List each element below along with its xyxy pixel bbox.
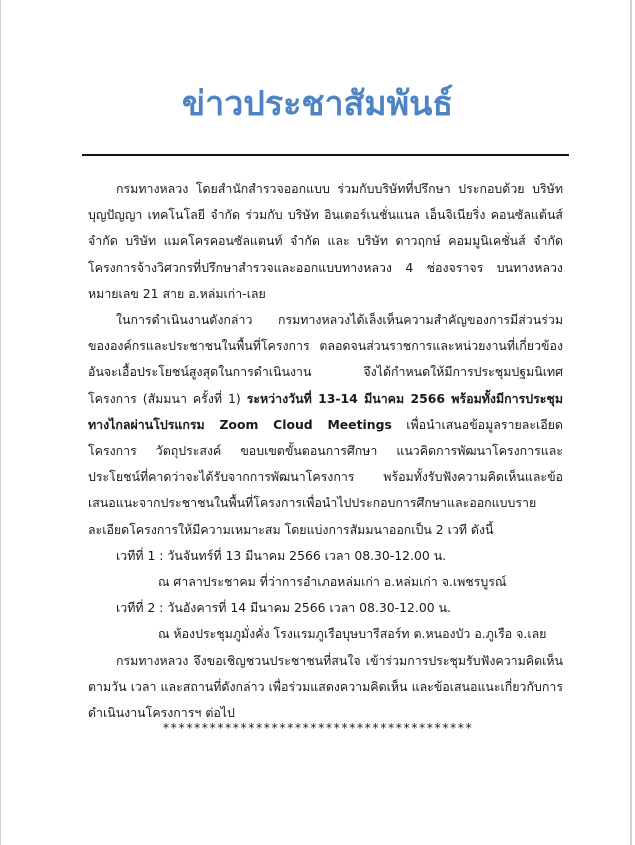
end-marker: **************************************** bbox=[162, 720, 473, 735]
paragraph-closing: กรมทางหลวง จึงขอเชิญชวนประชาชนที่สนใจ เข้าร่วมการประชุมรับฟังความคิดเห็น ตามวัน เวลา และสถานที่ดังกล่าว เพื่อร่วมแสดงความคิดเห็น และข้อเสนอแนะเกี่ยวกับการดำเนินงานโครงการฯ ต่อไป bbox=[88, 652, 563, 721]
paragraph-details-text-2: เพื่อนำเสนอข้อมูลรายละเอียดโครงการ วัตถุประสงค์ ขอบเขตขั้นตอนการศึกษา แนวคิดการพัฒนาโครงการและประโยชน์ที่คาดว่าจะได้รับจากการพัฒนาโครงการ พร้อมทั้งรับฟังความคิดเห็นและข้อเสนอแนะจากประชาชนในพื้นที่โครงการเพื่อนำไปประกอบการศึกษาและออกแบบรายละเอียดโครงการให้มีความเหมาะสม โดยแบ่งการสัมมนาออกเป็น 2 เวที ดังนี้ bbox=[88, 416, 563, 537]
paragraph-details-bold: ระหว่างวันที่ 13-14 มีนาคม 2566 พร้อมทั้งมีการประชุมทางไกลผ่านโปรแกรม Zoom Cloud Meetings bbox=[88, 390, 563, 432]
paragraph-details bbox=[88, 307, 563, 543]
paragraph-details-text-1: ในการดำเนินงานดังกล่าว กรมทางหลวงได้เล็งเห็นความสำคัญของการมีส่วนร่วมขององค์กรและประชาชนในพื้นที่โครงการ ตลอดจนส่วนราชการและหน่วยงานที่เกี่ยวข้องอันจะเอื้อประโยชน์สูงสุดในการดำเนินงาน จึงได้กำหนดให้มีการประชุมปฐมนิเทศโครงการ (สัมมนา ครั้งที่ 1) bbox=[88, 312, 563, 406]
document-body bbox=[88, 176, 563, 726]
session-1-place: ณ ศาลาประชาคม ที่ว่าการอำเภอหล่มเก่า อ.หล่มเก่า จ.เพชรบูรณ์ bbox=[158, 574, 507, 590]
paragraph-intro: กรมทางหลวง โดยสำนักสำรวจออกแบบ ร่วมกับบริษัทที่ปรึกษา ประกอบด้วย บริษัท บุญปัญญา เทคโนโลยี จำกัด ร่วมกับ บริษัท อินเตอร์เนชั่นแนล เอ็นจิเนียริ่ง คอนซัลแต้นส์ จำกัด บริษัท แมคโครคอนซัลแตนท์ จำกัด และ บริษัท ดาวฤกษ์ คอมมูนิเคชั่นส์ จำกัด โครงการจ้างวิศวกรที่ปรึกษาสำรวจและออกแบบทางหลวง 4 ช่องจราจร บนทางหลวงหมายเลข 21 สาย อ.หล่มเก่า-เลย bbox=[88, 181, 563, 301]
session-1-time: เวทีที่ 1 : วันจันทร์ที่ 13 มีนาคม 2566 เวลา 08.30-12.00 น. bbox=[116, 547, 447, 563]
document-title: ข่าวประชาสัมพันธ์ bbox=[181, 84, 454, 124]
session-2-place: ณ ห้องประชุมภูมั่งคั่ง โรงแรมภูเรือบุษบารีสอร์ท ต.หนองบัว อ.ภูเรือ จ.เลย bbox=[158, 626, 547, 642]
title-divider bbox=[82, 154, 569, 156]
session-2-time: เวทีที่ 2 : วันอังคารที่ 14 มีนาคม 2566 เวลา 08.30-12.00 น. bbox=[116, 600, 451, 616]
